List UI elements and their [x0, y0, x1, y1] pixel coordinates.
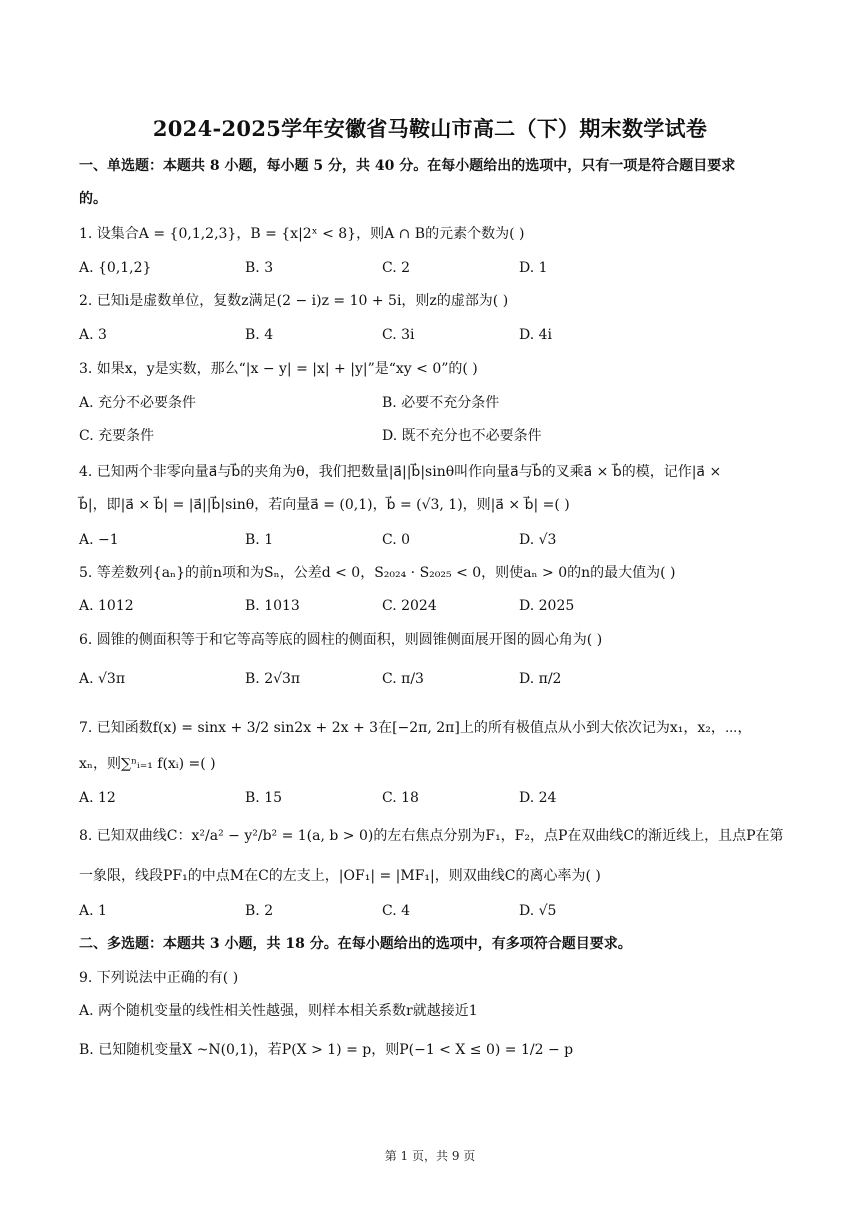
question-6-options [79, 669, 779, 689]
question-6-stem: 6. 圆锥的侧面积等于和它等高等底的圆柱的侧面积，则圆锥侧面展开图的圆心角为( ) [79, 632, 603, 648]
question-4-option-b: B. 1 [245, 532, 274, 548]
question-4-stem: 4. 已知两个非零向量a⃗与b⃗的夹角为θ，我们把数量|a⃗||b⃗|sinθ叫作向量a⃗与b⃗的叉乘a⃗ × b⃗的模，记作|a⃗ × [79, 464, 722, 480]
question-6-option-d: D. π/2 [519, 671, 562, 687]
question-8-option-d: D. √5 [519, 903, 557, 919]
question-5-options [79, 596, 779, 616]
question-3-options-row2 [79, 426, 779, 446]
question-1-option-b: B. 3 [245, 260, 274, 276]
question-2-option-a: A. 3 [79, 327, 107, 343]
question-3-option-a: A. 充分不必要条件 [79, 395, 197, 411]
question-5-stem: 5. 等差数列{aₙ}的前n项和为Sₙ，公差d < 0，S₂₀₂₄ · S₂₀₂₅ < 0，则使aₙ > 0的n的最大值为( ) [79, 565, 676, 581]
section-1-heading-cont: 的。 [79, 191, 107, 207]
question-4-stem-cont: b⃗|，即|a⃗ × b⃗| = |a⃗||b⃗|sinθ，若向量a⃗ = (0,1)，b⃗ = (√3, 1)，则|a⃗ × b⃗| =( ) [79, 497, 570, 513]
question-7-option-a: A. 12 [79, 790, 116, 806]
question-8-stem: 8. 已知双曲线C：x²/a² − y²/b² = 1(a, b > 0)的左右焦点分别为F₁，F₂，点P在双曲线C的渐近线上，且点P在第 [79, 828, 784, 844]
question-3-option-c: C. 充要条件 [79, 428, 155, 444]
question-8-stem-cont: 一象限，线段PF₁的中点M在C的左支上，|OF₁| = |MF₁|，则双曲线C的离心率为( ) [79, 868, 601, 884]
question-6-option-b: B. 2√3π [245, 671, 301, 687]
question-4-options [79, 530, 779, 550]
question-1-options [79, 258, 779, 278]
question-8-option-b: B. 2 [245, 903, 274, 919]
question-2-option-d: D. 4i [519, 327, 553, 343]
question-8-options [79, 901, 779, 921]
question-9-option-b: B. 已知随机变量X ~N(0,1)，若P(X > 1) = p，则P(−1 < X ≤ 0) = 1/2 − p [79, 1042, 574, 1058]
question-8-option-c: C. 4 [382, 903, 411, 919]
page-footer: 第 1 页，共 9 页 [384, 1149, 476, 1163]
question-5-option-c: C. 2024 [382, 598, 437, 614]
question-7-option-c: C. 18 [382, 790, 419, 806]
question-1-option-d: D. 1 [519, 260, 548, 276]
question-1-option-c: C. 2 [382, 260, 411, 276]
question-1-stem: 1. 设集合A = {0,1,2,3}，B = {x|2ˣ < 8}，则A ∩ B的元素个数为( ) [79, 226, 525, 242]
question-4-option-d: D. √3 [519, 532, 557, 548]
question-5-option-d: D. 2025 [519, 598, 575, 614]
question-4-option-c: C. 0 [382, 532, 411, 548]
question-5-option-b: B. 1013 [245, 598, 300, 614]
question-5-option-a: A. 1012 [79, 598, 134, 614]
question-3-option-d: D. 既不充分也不必要条件 [382, 428, 542, 444]
question-2-option-c: C. 3i [382, 327, 415, 343]
question-1-option-a: A. {0,1,2} [79, 260, 152, 276]
question-8-option-a: A. 1 [79, 903, 107, 919]
question-7-stem: 7. 已知函数f(x) = sinx + 3/2 sin2x + 2x + 3在[−2π, 2π]上的所有极值点从小到大依次记为x₁，x₂，⋯， [79, 720, 752, 736]
question-2-stem: 2. 已知i是虚数单位，复数z满足(2 − i)z = 10 + 5i，则z的虚部为( ) [79, 293, 509, 309]
question-9-stem: 9. 下列说法中正确的有( ) [79, 970, 239, 986]
question-7-stem-cont: xₙ，则∑ⁿᵢ₌₁ f(xᵢ) =( ) [79, 756, 216, 772]
question-3-stem: 3. 如果x，y是实数，那么“|x − y| = |x| + |y|”是“xy < 0”的( ) [79, 361, 478, 377]
question-7-options [79, 788, 779, 808]
question-2-option-b: B. 4 [245, 327, 274, 343]
section-1-heading: 一、单选题：本题共 8 小题，每小题 5 分，共 40 分。在每小题给出的选项中，只有一项是符合题目要求 [79, 158, 736, 174]
question-4-option-a: A. −1 [79, 532, 119, 548]
question-2-options [79, 325, 779, 345]
question-3-options-row1 [79, 393, 779, 413]
question-6-option-a: A. √3π [79, 671, 126, 687]
question-9-option-a: A. 两个随机变量的线性相关性越强，则样本相关系数r就越接近1 [79, 1003, 478, 1019]
page-title: 2024-2025学年安徽省马鞍山市高二（下）期末数学试卷 [152, 116, 708, 141]
question-3-option-b: B. 必要不充分条件 [382, 395, 500, 411]
section-2-heading: 二、多选题：本题共 3 小题，共 18 分。在每小题给出的选项中，有多项符合题目要求。 [79, 936, 632, 952]
question-7-option-b: B. 15 [245, 790, 283, 806]
question-6-option-c: C. π/3 [382, 671, 424, 687]
question-7-option-d: D. 24 [519, 790, 557, 806]
